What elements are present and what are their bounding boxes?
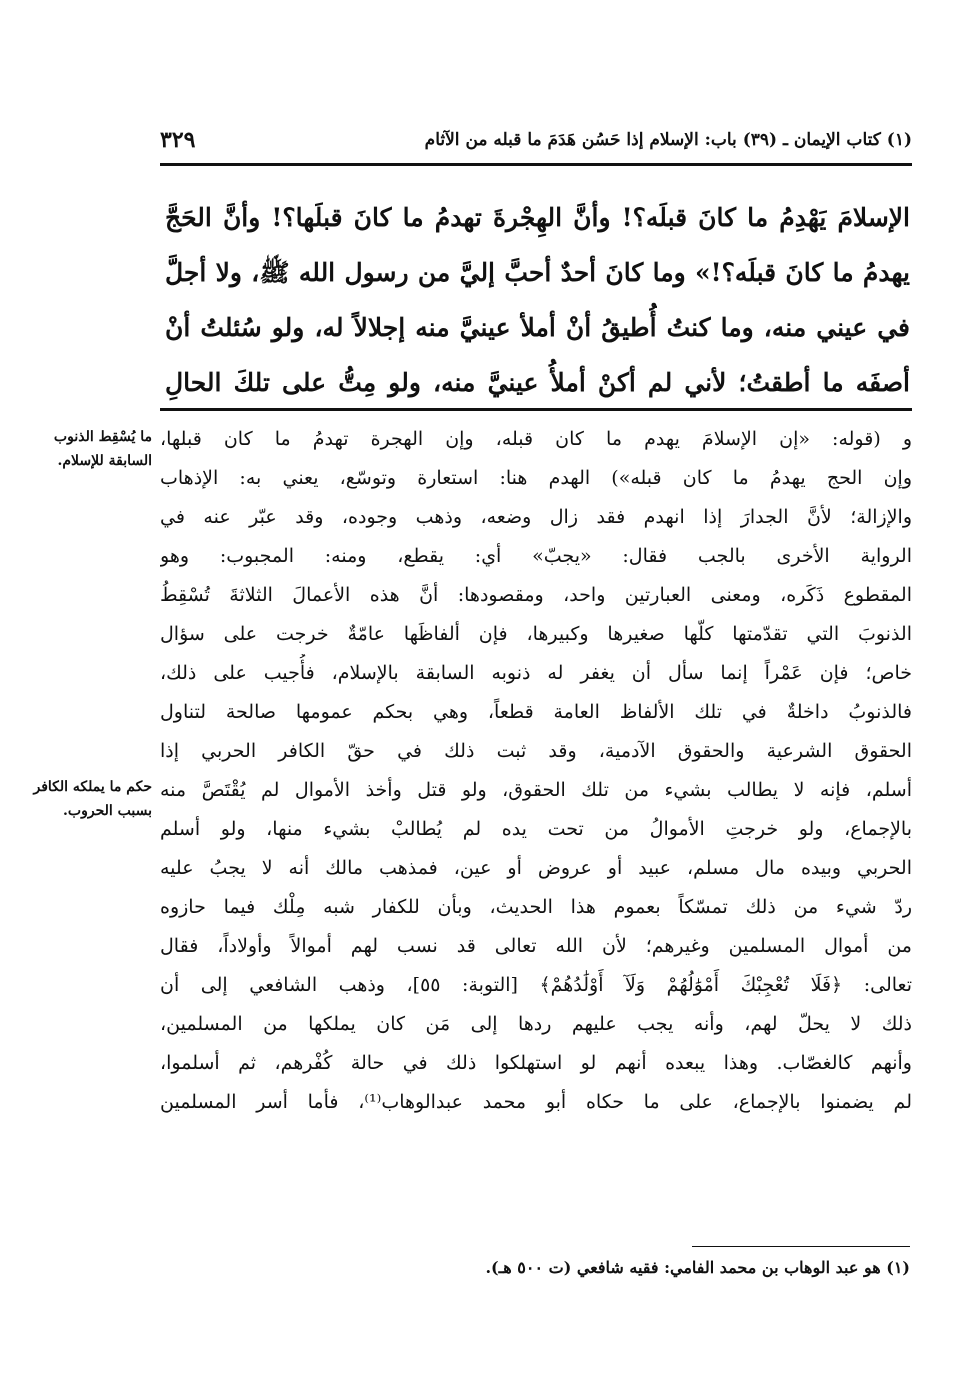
- header-title: (١) كتاب الإيمان ـ (٣٩) باب: الإسلام إذا حَسُن هَدَمَ ما قبله من الآثام: [424, 130, 912, 150]
- hadith-line: في عيني منه، وما كنتُ أُطيقُ أنْ أملأ عينيَّ منه إجلالاً له، ولو سُئلتُ أنْ: [165, 313, 910, 342]
- commentary-line: وأنهم كالغصّاب. وهذا يبعده أنهم لو استهلكوا ذلك في حالة كُفْرهم، ثم أسلموا،: [160, 1052, 912, 1074]
- hadith-line: الإسلامَ يَهْدِمُ ما كانَ قبلَه؟! وأنَّ الهِجْرةَ تهدمُ ما كانَ قبلَها؟! وأنَّ الحَجَّ: [165, 203, 910, 232]
- commentary-line: الحربي وبيده مال مسلم، عبيد أو عروض أو عين، فمذهب مالك أنه لا يجبُ عليه: [160, 857, 912, 879]
- page-number: ٣٢٩: [160, 127, 196, 153]
- footnote-rule: [692, 1246, 910, 1247]
- commentary-line: المقطوع ذَكَره، ومعنى العبارتين واحد، ومقصودها: أنَّ هذه الأعمالَ الثلاثةَ تُسْقِطُ: [160, 584, 912, 606]
- hadith-line: يهدمُ ما كانَ قبلَه؟!» وما كانَ أحدٌ أحبَّ إليَّ من رسول الله ﷺ، ولا أجلَّ: [165, 258, 910, 287]
- header-rule: [160, 163, 912, 166]
- commentary-text: [160, 420, 912, 1122]
- commentary-line: وإن الحج يهدمُ ما كان قبله») الهدم هنا: استعارة وتوسّع، يعني به: الإذهاب: [160, 467, 912, 489]
- commentary-line: من أموال المسلمين وغيرهم؛ لأن الله تعالى قد نسب لهم أموالاً وأولاداً، فقال: [160, 935, 912, 957]
- hadith-text: [165, 190, 910, 410]
- commentary-line: خاص؛ فإن عَمْراً إنما سأل أن يغفر له ذنوبه السابقة بالإسلام، فأُجيب على ذلك،: [160, 662, 912, 684]
- section-rule: [160, 408, 912, 411]
- commentary-line: لم يضمنوا بالإجماع، على ما حكاه أبو محمد عبدالوهاب⁽¹⁾، فأما أسر المسلمين: [160, 1091, 912, 1113]
- hadith-line: أصفَه ما أطقتُ؛ لأني لم أكنْ أملأُ عينيَّ منه، ولو مِتُّ على تلكَ الحالِ: [165, 368, 910, 397]
- commentary-line: و (قوله: «إن الإسلامَ يهدم ما كان قبله، وإن الهجرة تهدمُ ما كان قبلها،: [160, 428, 912, 450]
- commentary-line: ذلك لا يحلّ لهم، وأنه يجب عليهم ردها إلى مَن كان يملكها من المسلمين،: [160, 1013, 912, 1035]
- commentary-line: الحقوق الشرعية والحقوق الآدمية، وقد ثبت ذلك في حقّ الكافر الحربي إذا: [160, 740, 912, 762]
- commentary-line: الذنوبَ التي تقدّمتها كلّها صغيرها وكبيرها، فإن ألفاظَها عامّةٌ خرجت على سؤال: [160, 623, 912, 645]
- commentary-line: الرواية الأخرى بالجب فقال: «يجبّ» أي: يقطع، ومنه: المجبوب: وهو: [160, 545, 912, 567]
- footnote: (١) هو عبد الوهاب بن محمد الفامي: فقيه شافعي (ت ٥٠٠ هـ).: [485, 1258, 910, 1277]
- commentary-line: أسلم، فإنه لا يطالب بشيء من تلك الحقوق، ولو قتل وأخذ الأموال لم يُقْتَصَّ منه: [160, 779, 912, 801]
- margin-note-expiation: ما يُسْقِط الذنوب السابقة للإسلام.: [53, 429, 152, 469]
- commentary-line: بالإجماع، ولو خرجتِ الأموالُ من تحت يده لم يُطالبْ بشيء منها، ولو أسلم: [160, 818, 912, 840]
- commentary-line: والإزالة؛ لأنَّ الجدارَ إذا انهدم فقد زال وضعه، وذهب وجوده، وقد عبّر عنه في: [160, 506, 912, 528]
- running-header: [160, 118, 912, 162]
- margin-note-war-property: حكم ما يملكه الكافر بسبب الحروب.: [33, 779, 152, 819]
- commentary-line: ردّ شيء من ذلك تمسّكاً بعموم هذا الحديث، وبأن للكفار شبه مِلْك فيما حازوه: [160, 896, 912, 918]
- commentary-line: فالذنوبُ داخلةٌ في تلك الألفاظ العامة قطعاً، وهي بحكم عمومها صالحة لتناول: [160, 701, 912, 723]
- commentary-line: تعالى: ﴿فَلَا تُعْجِبْكَ أَمْوَٰلُهُمْ وَلَآ أَوْلَٰدُهُمْ﴾ [التوبة: ٥٥]، وذهب الشافعي إلى أن: [160, 974, 912, 996]
